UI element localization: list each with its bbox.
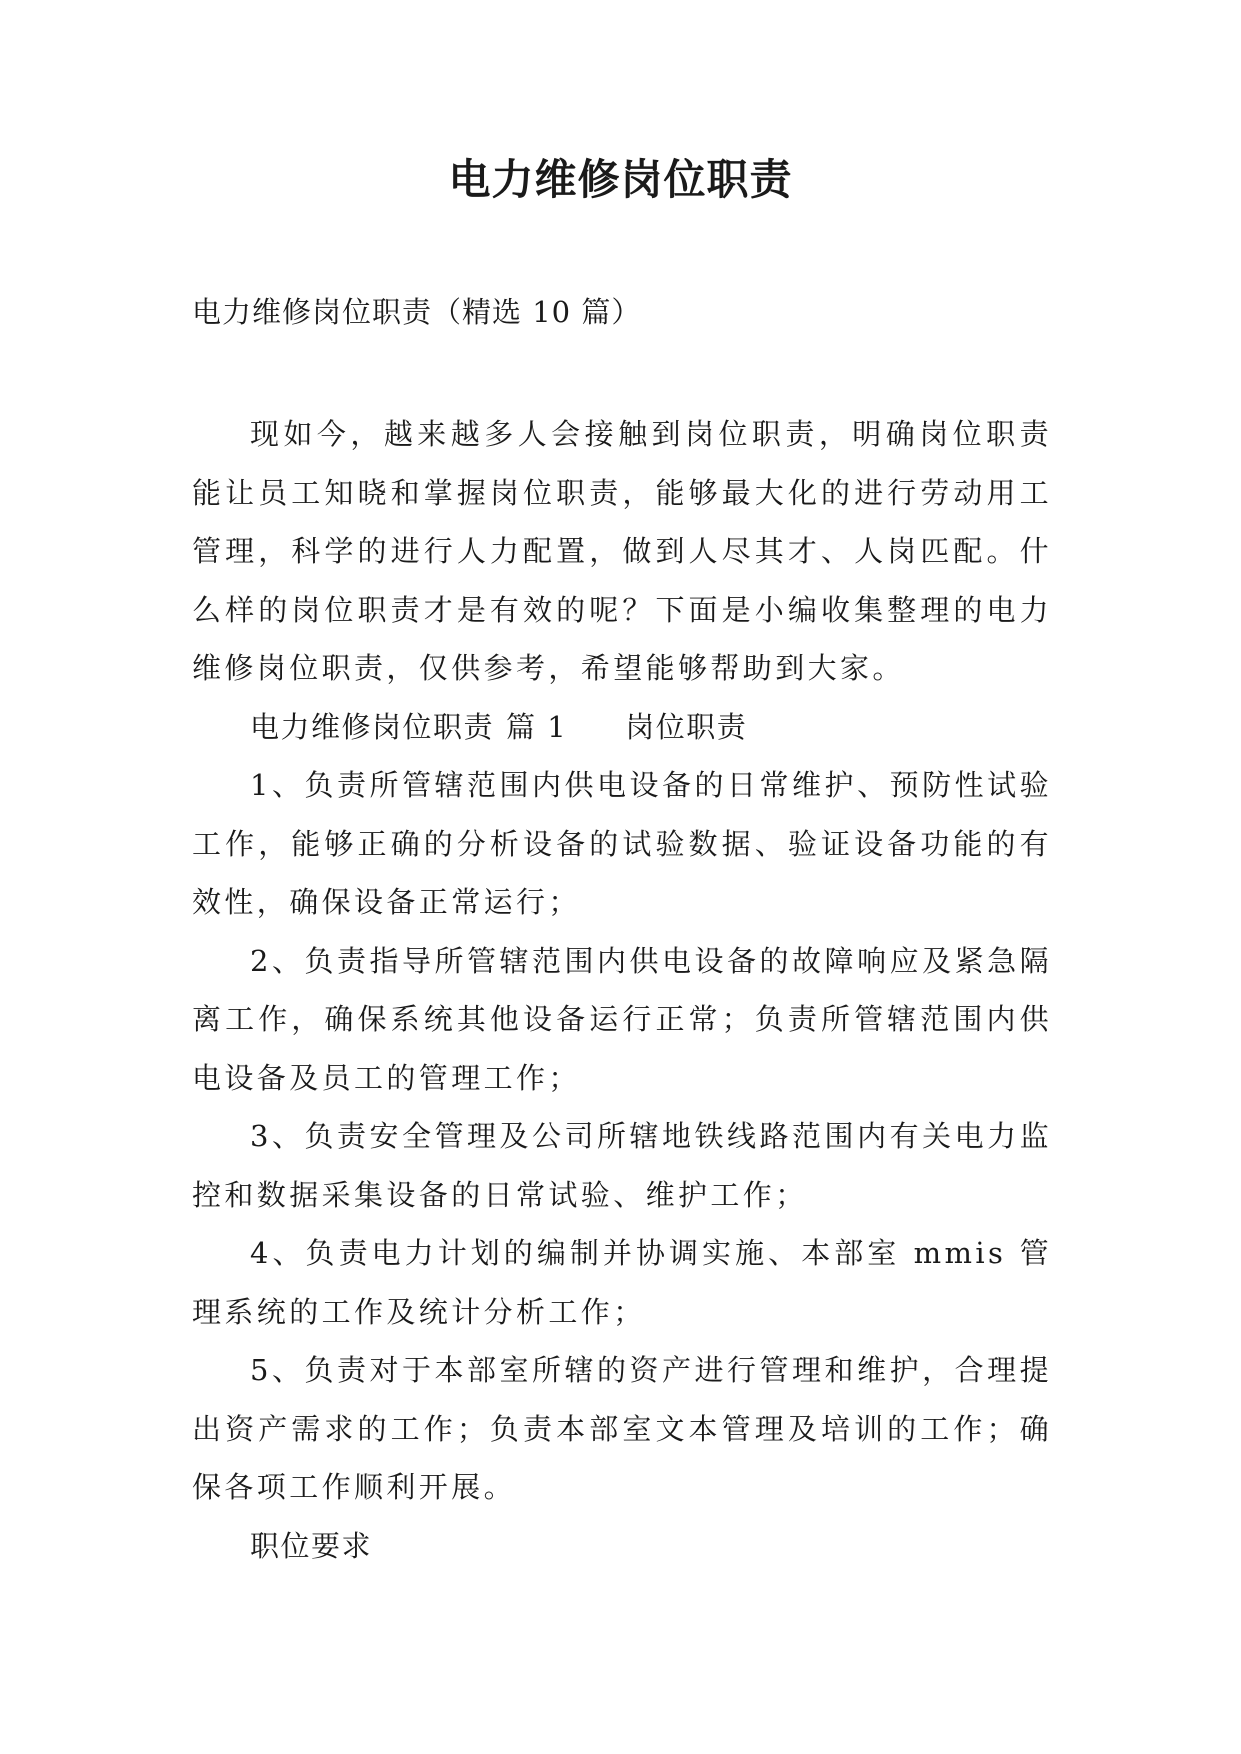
section-heading-title: 电力维修岗位职责 [250, 709, 495, 744]
duty-item-1: 1、负责所管辖范围内供电设备的日常维护、预防性试验工作，能够正确的分析设备的试验数据、验证设备功能的有效性，确保设备正常运行； [192, 768, 1052, 919]
duty-item-5: 5、负责对于本部室所辖的资产进行管理和维护，合理提出资产需求的工作；负责本部室文本管理及培训的工作；确保各项工作顺利开展。 [192, 1353, 1052, 1504]
page-title: 电力维修岗位职责 [448, 155, 793, 204]
section-heading-label: 岗位职责 [625, 709, 748, 744]
document-body [192, 405, 1052, 1575]
section-heading [192, 698, 1052, 757]
section-heading-part: 篇 1 [506, 709, 568, 744]
duty-item-3: 3、负责安全管理及公司所辖地铁线路范围内有关电力监控和数据采集设备的日常试验、维护工作； [192, 1119, 1052, 1212]
duty-item-4: 4、负责电力计划的编制并协调实施、本部室 mmis 管理系统的工作及统计分析工作； [192, 1236, 1052, 1329]
duty-item-2: 2、负责指导所管辖范围内供电设备的故障响应及紧急隔离工作，确保系统其他设备运行正常；负责所管辖范围内供电设备及员工的管理工作； [192, 943, 1052, 1095]
intro-paragraph: 现如今，越来越多人会接触到岗位职责，明确岗位职责能让员工知晓和掌握岗位职责，能够最大化的进行劳动用工管理，科学的进行人力配置，做到人尽其才、人岗匹配。什么样的岗位职责才是有效的呢？下面是小编收集整理的电力维修岗位职责，仅供参考，希望能够帮助到大家。 [192, 417, 1052, 685]
requirements-heading: 职位要求 [250, 1528, 373, 1563]
document-subtitle: 电力维修岗位职责（精选 10 篇） [192, 295, 642, 329]
